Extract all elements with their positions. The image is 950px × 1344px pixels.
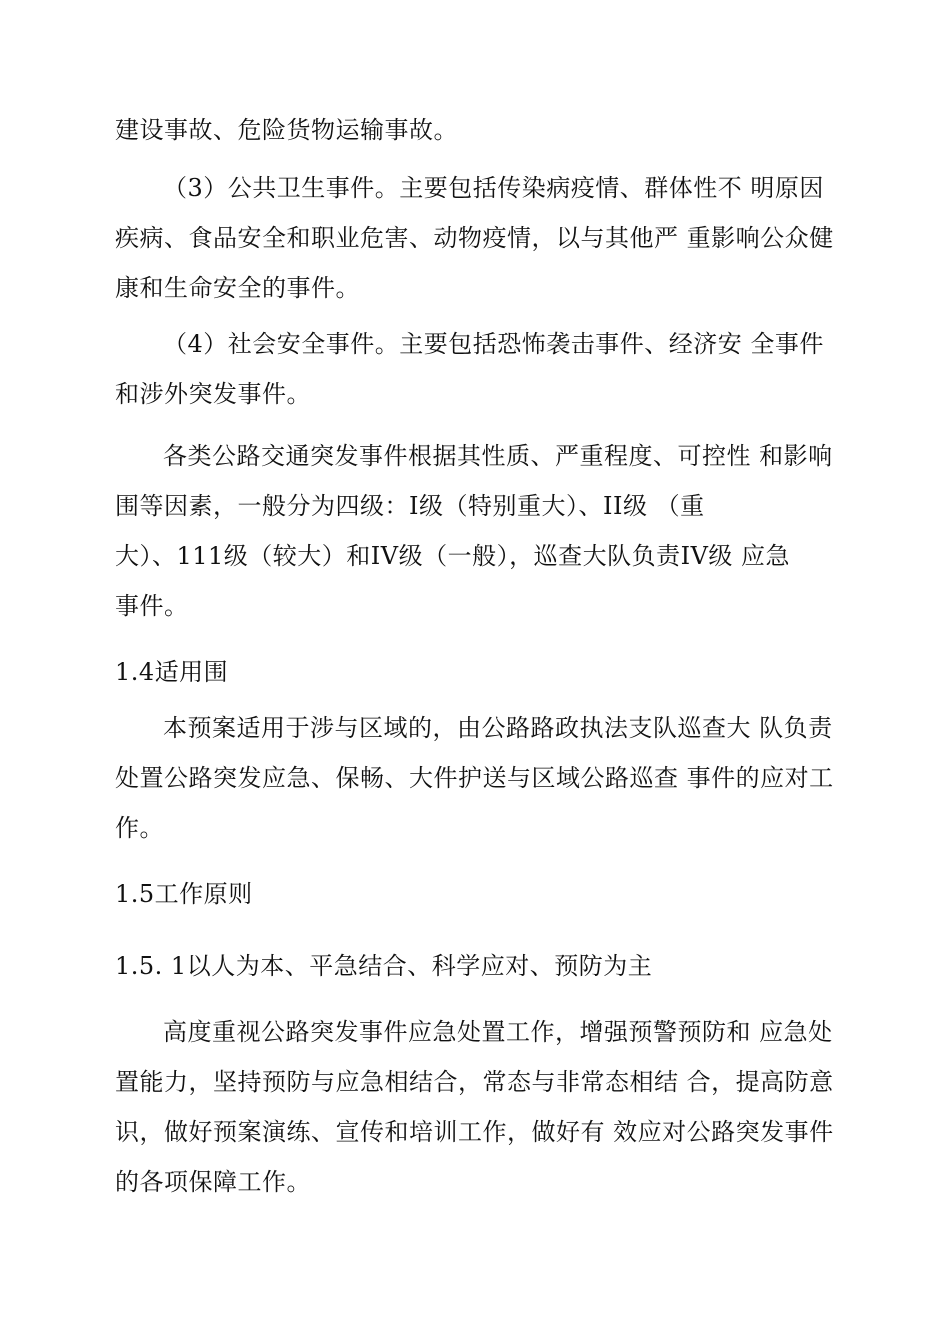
text-line: 作。 <box>115 814 164 842</box>
text-line: （4）社会安全事件。主要包括恐怖袭击事件、经济安 全事件 <box>163 330 824 358</box>
text-line: （3）公共卫生事件。主要包括传染病疫情、群体性不 明原因 <box>163 174 824 202</box>
text-line: 围等因素，一般分为四级：I级（特别重大）、II级 （重 <box>115 492 705 520</box>
text-line: 识，做好预案演练、宣传和培训工作，做好有 效应对公路突发事件 <box>115 1118 834 1146</box>
text-line: 建设事故、危险货物运输事故。 <box>115 116 458 144</box>
text-line: 大）、111级（较大）和IV级（一般），巡查大队负责IV级 应急 <box>115 542 791 570</box>
text-line: 事件。 <box>115 592 189 620</box>
text-line: 处置公路突发应急、保畅、大件护送与区域公路巡查 事件的应对工 <box>115 764 834 792</box>
section-heading: 1.4适用围 <box>115 658 229 686</box>
text-line: 本预案适用于涉与区域的，由公路路政执法支队巡查大 队负责 <box>163 714 833 742</box>
text-line: 疾病、食品安全和职业危害、动物疫情，以与其他严 重影响公众健 <box>115 224 834 252</box>
text-line: 置能力，坚持预防与应急相结合，常态与非常态相结 合，提高防意 <box>115 1068 834 1096</box>
text-line: 和涉外突发事件。 <box>115 380 311 408</box>
text-line: 康和生命安全的事件。 <box>115 274 360 302</box>
text-line: 各类公路交通突发事件根据其性质、严重程度、可控性 和影响 <box>163 442 833 470</box>
section-heading: 1.5工作原则 <box>115 880 253 908</box>
subsection-heading: 1.5. 1以人为本、平急结合、科学应对、预防为主 <box>115 952 653 980</box>
text-line: 的各项保障工作。 <box>115 1168 311 1196</box>
text-line: 高度重视公路突发事件应急处置工作，增强预警预防和 应急处 <box>163 1018 833 1046</box>
